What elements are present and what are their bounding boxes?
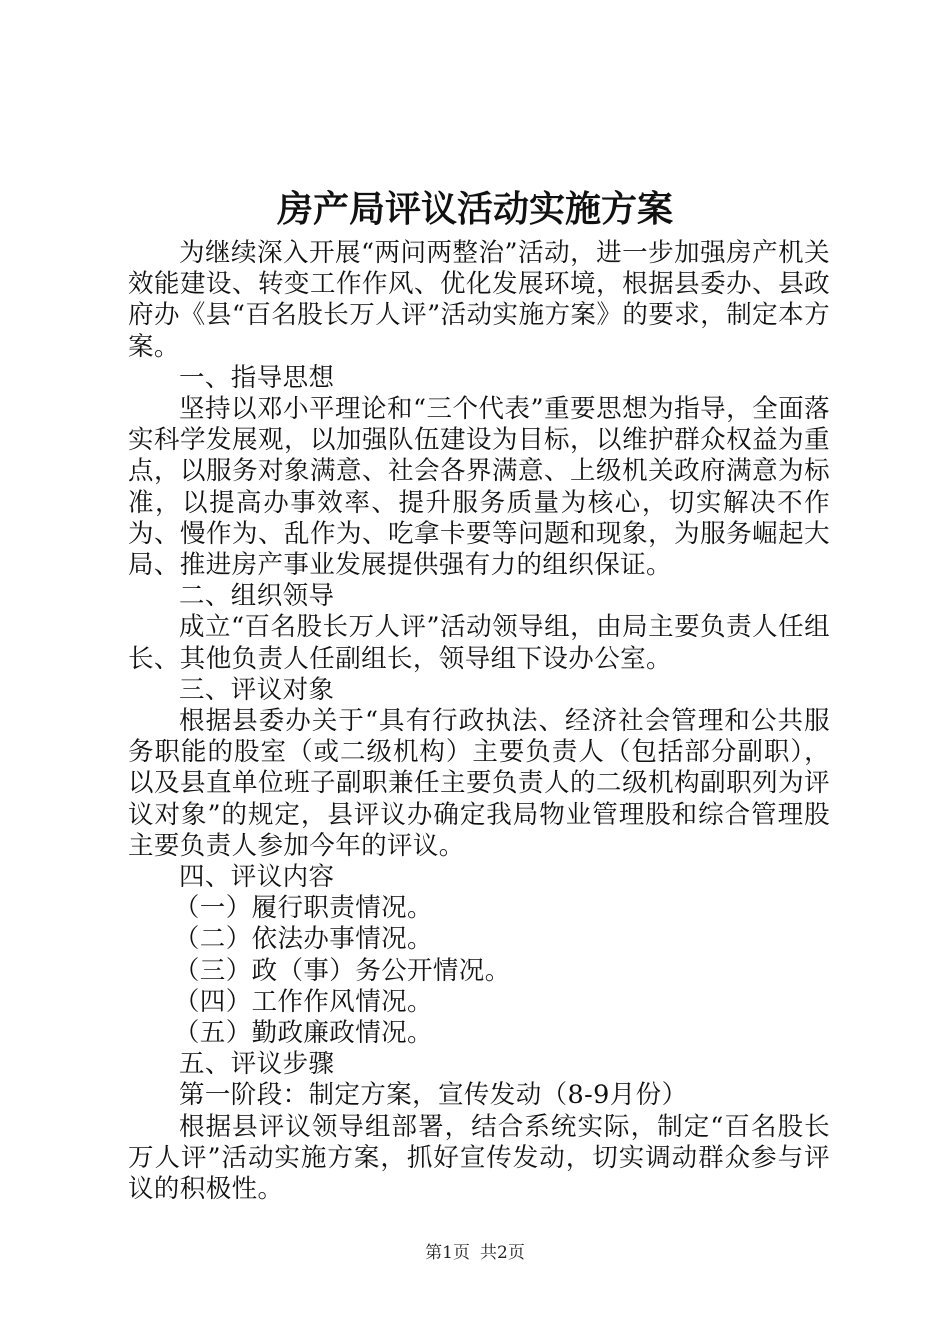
paragraph-intro: 为继续深入开展“两问两整治”活动，进一步加强房产机关效能建设、转变工作作风、优化发展环境，根据县委办、县政府办《县“百名股长万人评”活动实施方案》的要求，制定本方案。 <box>128 238 830 362</box>
section-heading-evaluation-content: 四、评议内容 <box>179 862 335 893</box>
page-number: 第1页 <box>425 1243 470 1263</box>
list-item: （一）履行职责情况。 <box>173 893 433 924</box>
section-heading-evaluation-steps: 五、评议步骤 <box>179 1049 335 1080</box>
list-item: （三）政（事）务公开情况。 <box>173 955 511 986</box>
page-footer <box>0 1242 950 1264</box>
document-body <box>128 238 830 1205</box>
list-item: （五）勤政廉政情况。 <box>173 1018 433 1049</box>
section-heading-organization: 二、组织领导 <box>179 581 335 612</box>
paragraph-organization: 成立“百名股长万人评”活动领导组，由局主要负责人任组长、其他负责人任副组长，领导组下设办公室。 <box>128 612 830 674</box>
paragraph-evaluation-targets: 根据县委办关于“具有行政执法、经济社会管理和公共服务职能的股室（或二级机构）主要负责人（包括部分副职），以及县直单位班子副职兼任主要负责人的二级机构副职列为评议对象”的规定，县评议办确定我局物业管理股和综合管理股主要负责人参加今年的评议。 <box>128 706 830 861</box>
paragraph-guiding-thought: 坚持以邓小平理论和“三个代表”重要思想为指导，全面落实科学发展观，以加强队伍建设为目标，以维护群众权益为重点，以服务对象满意、社会各界满意、上级机关政府满意为标准，以提高办事效率、提升服务质量为核心，切实解决不作为、慢作为、乱作为、吃拿卡要等问题和现象，为服务崛起大局、推进房产事业发展提供强有力的组织保证。 <box>128 394 830 581</box>
paragraph-stage-one: 根据县评议领导组部署，结合系统实际，制定“百名股长万人评”活动实施方案，抓好宣传发动，切实调动群众参与评议的积极性。 <box>128 1111 830 1205</box>
page-total: 共2页 <box>480 1243 525 1263</box>
section-heading-evaluation-targets: 三、评议对象 <box>179 674 335 705</box>
page-title: 房产局评议活动实施方案 <box>276 188 673 230</box>
phase-heading-stage-one: 第一阶段：制定方案，宣传发动（8-9月份） <box>179 1080 688 1111</box>
list-item: （四）工作作风情况。 <box>173 986 433 1017</box>
section-heading-guiding-thought: 一、指导思想 <box>179 362 335 393</box>
list-item: （二）依法办事情况。 <box>173 924 433 955</box>
